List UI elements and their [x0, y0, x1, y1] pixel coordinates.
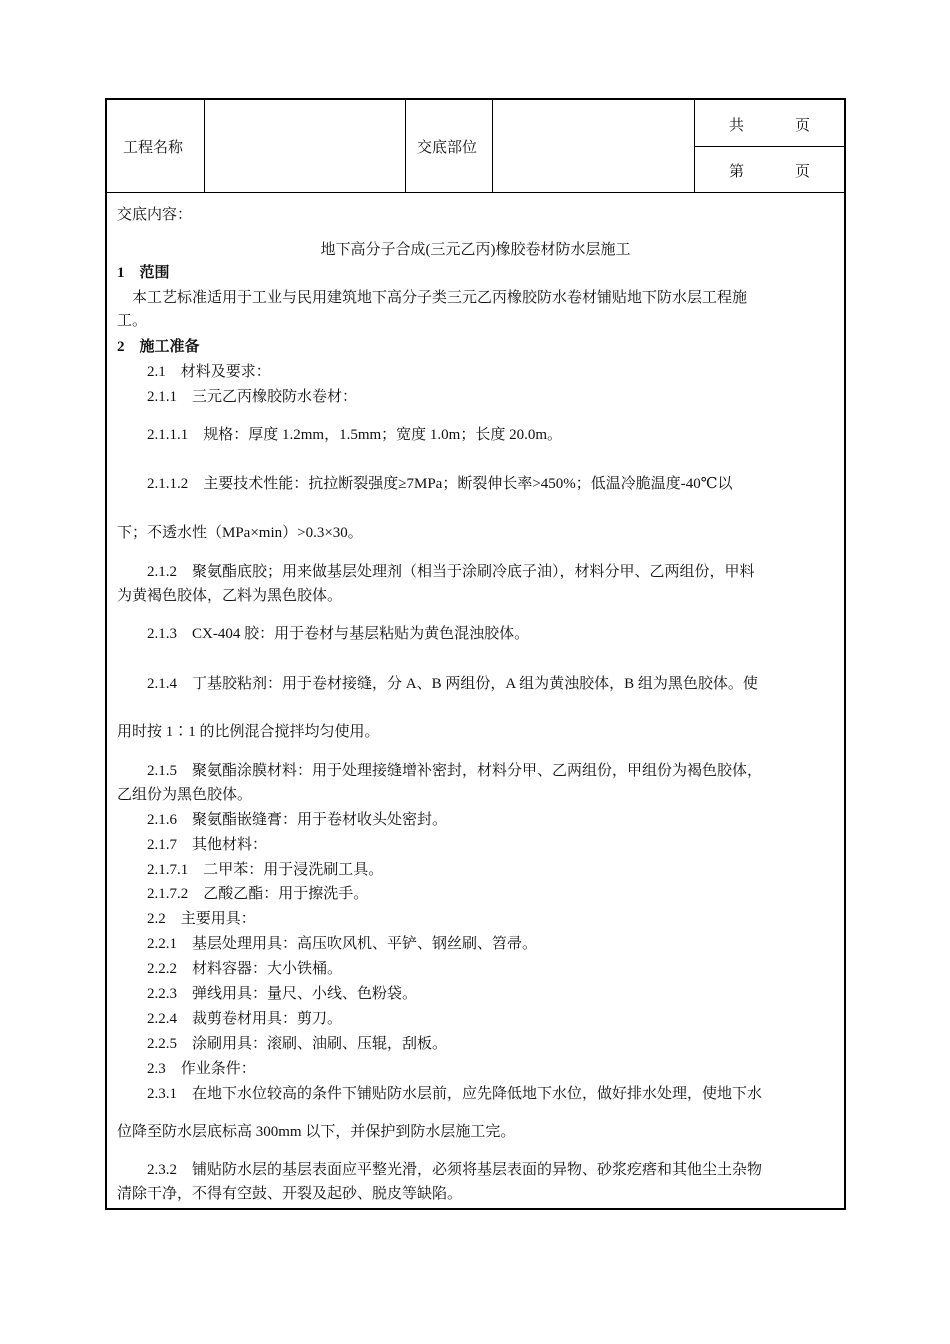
section-heading: 1 范围 [117, 265, 170, 281]
paragraph-line: 2.3.1 在地下水位较高的条件下铺贴防水层前，应先降低地下水位，做好排水处理，使地下水 [147, 1086, 763, 1102]
paragraph-line: 2.1.4 丁基胶粘剂：用于卷材接缝，分 A、B 两组份，A 组为黄浊胶体，B 组为黑色胶体。使 [147, 676, 758, 692]
paragraph-line: 2.1.7 其他材料： [147, 837, 268, 853]
paragraph-line: 2.1.6 聚氨酯嵌缝膏：用于卷材收头处密封。 [147, 812, 448, 828]
paragraph-line: 工。 [117, 313, 148, 329]
content-body [107, 192, 844, 1208]
paragraph-line: 2.3 作业条件： [147, 1061, 256, 1077]
paragraph-line: 乙组份为黑色胶体。 [117, 787, 253, 803]
section-heading: 2 施工准备 [117, 339, 200, 355]
paragraph-line: 2.2 主要用具： [147, 911, 256, 927]
total-pages-label-b: 页 [795, 118, 811, 134]
paragraph-line: 下；不透水性（MPa×min）>0.3×30。 [117, 525, 363, 541]
divider [204, 100, 205, 192]
divider [492, 100, 493, 192]
paragraph-line: 2.1 材料及要求： [147, 364, 271, 380]
intro-label: 交底内容： [117, 207, 193, 223]
location-label: 交底部位 [417, 140, 478, 156]
header-table [107, 100, 844, 193]
paragraph-line: 清除干净，不得有空鼓、开裂及起砂、脱皮等缺陷。 [117, 1186, 463, 1202]
paragraph-line: 2.1.7.1 二甲苯：用于浸洗刷工具。 [147, 862, 384, 878]
document-title: 地下高分子合成(三元乙丙)橡胶卷材防水层施工 [320, 242, 631, 258]
paragraph-line: 2.1.1.2 主要技术性能：抗拉断裂强度≥7MPa；断裂伸长率>450%；低温冷脆温度-40℃以 [147, 476, 733, 492]
paragraph-line: 2.2.2 材料容器：大小铁桶。 [147, 961, 343, 977]
total-pages-label-a: 共 [729, 118, 745, 134]
divider [694, 146, 844, 147]
paragraph-line: 用时按 1∶1 的比例混合搅拌均匀使用。 [117, 724, 380, 740]
paragraph-line: 2.2.5 涂刷用具：滚刷、油刷、压辊，刮板。 [147, 1036, 448, 1052]
paragraph-line: 2.3.2 铺贴防水层的基层表面应平整光滑，必须将基层表面的异物、砂浆疙瘩和其他尘土杂物 [147, 1162, 763, 1178]
disclosure-sheet [105, 98, 846, 1210]
page-label-a: 第 [729, 164, 745, 180]
paragraph-line: 2.2.1 基层处理用具：高压吹风机、平铲、钢丝刷、笤帚。 [147, 936, 538, 952]
paragraph-line: 2.1.1.1 规格：厚度 1.2mm，1.5mm；宽度 1.0m；长度 20.0m。 [147, 427, 563, 443]
divider [405, 100, 406, 192]
page-label-b: 页 [795, 164, 811, 180]
paragraph-line: 2.1.1 三元乙丙橡胶防水卷材： [147, 389, 358, 405]
paragraph-line: 为黄褐色胶体，乙料为黑色胶体。 [117, 588, 343, 604]
paragraph-line: 2.1.2 聚氨酯底胶；用来做基层处理剂（相当于涂刷冷底子油），材料分甲、乙两组份，甲料 [147, 564, 755, 580]
paragraph-line: 本工艺标准适用于工业与民用建筑地下高分子类三元乙丙橡胶防水卷材铺贴地下防水层工程施 [117, 290, 748, 306]
paragraph-line: 2.1.5 聚氨酯涂膜材料：用于处理接缝增补密封，材料分甲、乙两组份，甲组份为褐色胶体， [147, 763, 763, 779]
paragraph-line: 2.2.3 弹线用具：量尺、小线、色粉袋。 [147, 986, 418, 1002]
paragraph-line: 2.1.3 CX-404 胶：用于卷材与基层粘贴为黄色混浊胶体。 [147, 626, 530, 642]
paragraph-line: 位降至防水层底标高 300mm 以下，并保护到防水层施工完。 [117, 1124, 516, 1140]
paragraph-line: 2.1.7.2 乙酸乙酯：用于擦洗手。 [147, 886, 369, 902]
paragraph-line: 2.2.4 裁剪卷材用具：剪刀。 [147, 1011, 343, 1027]
project-name-label: 工程名称 [123, 140, 184, 156]
